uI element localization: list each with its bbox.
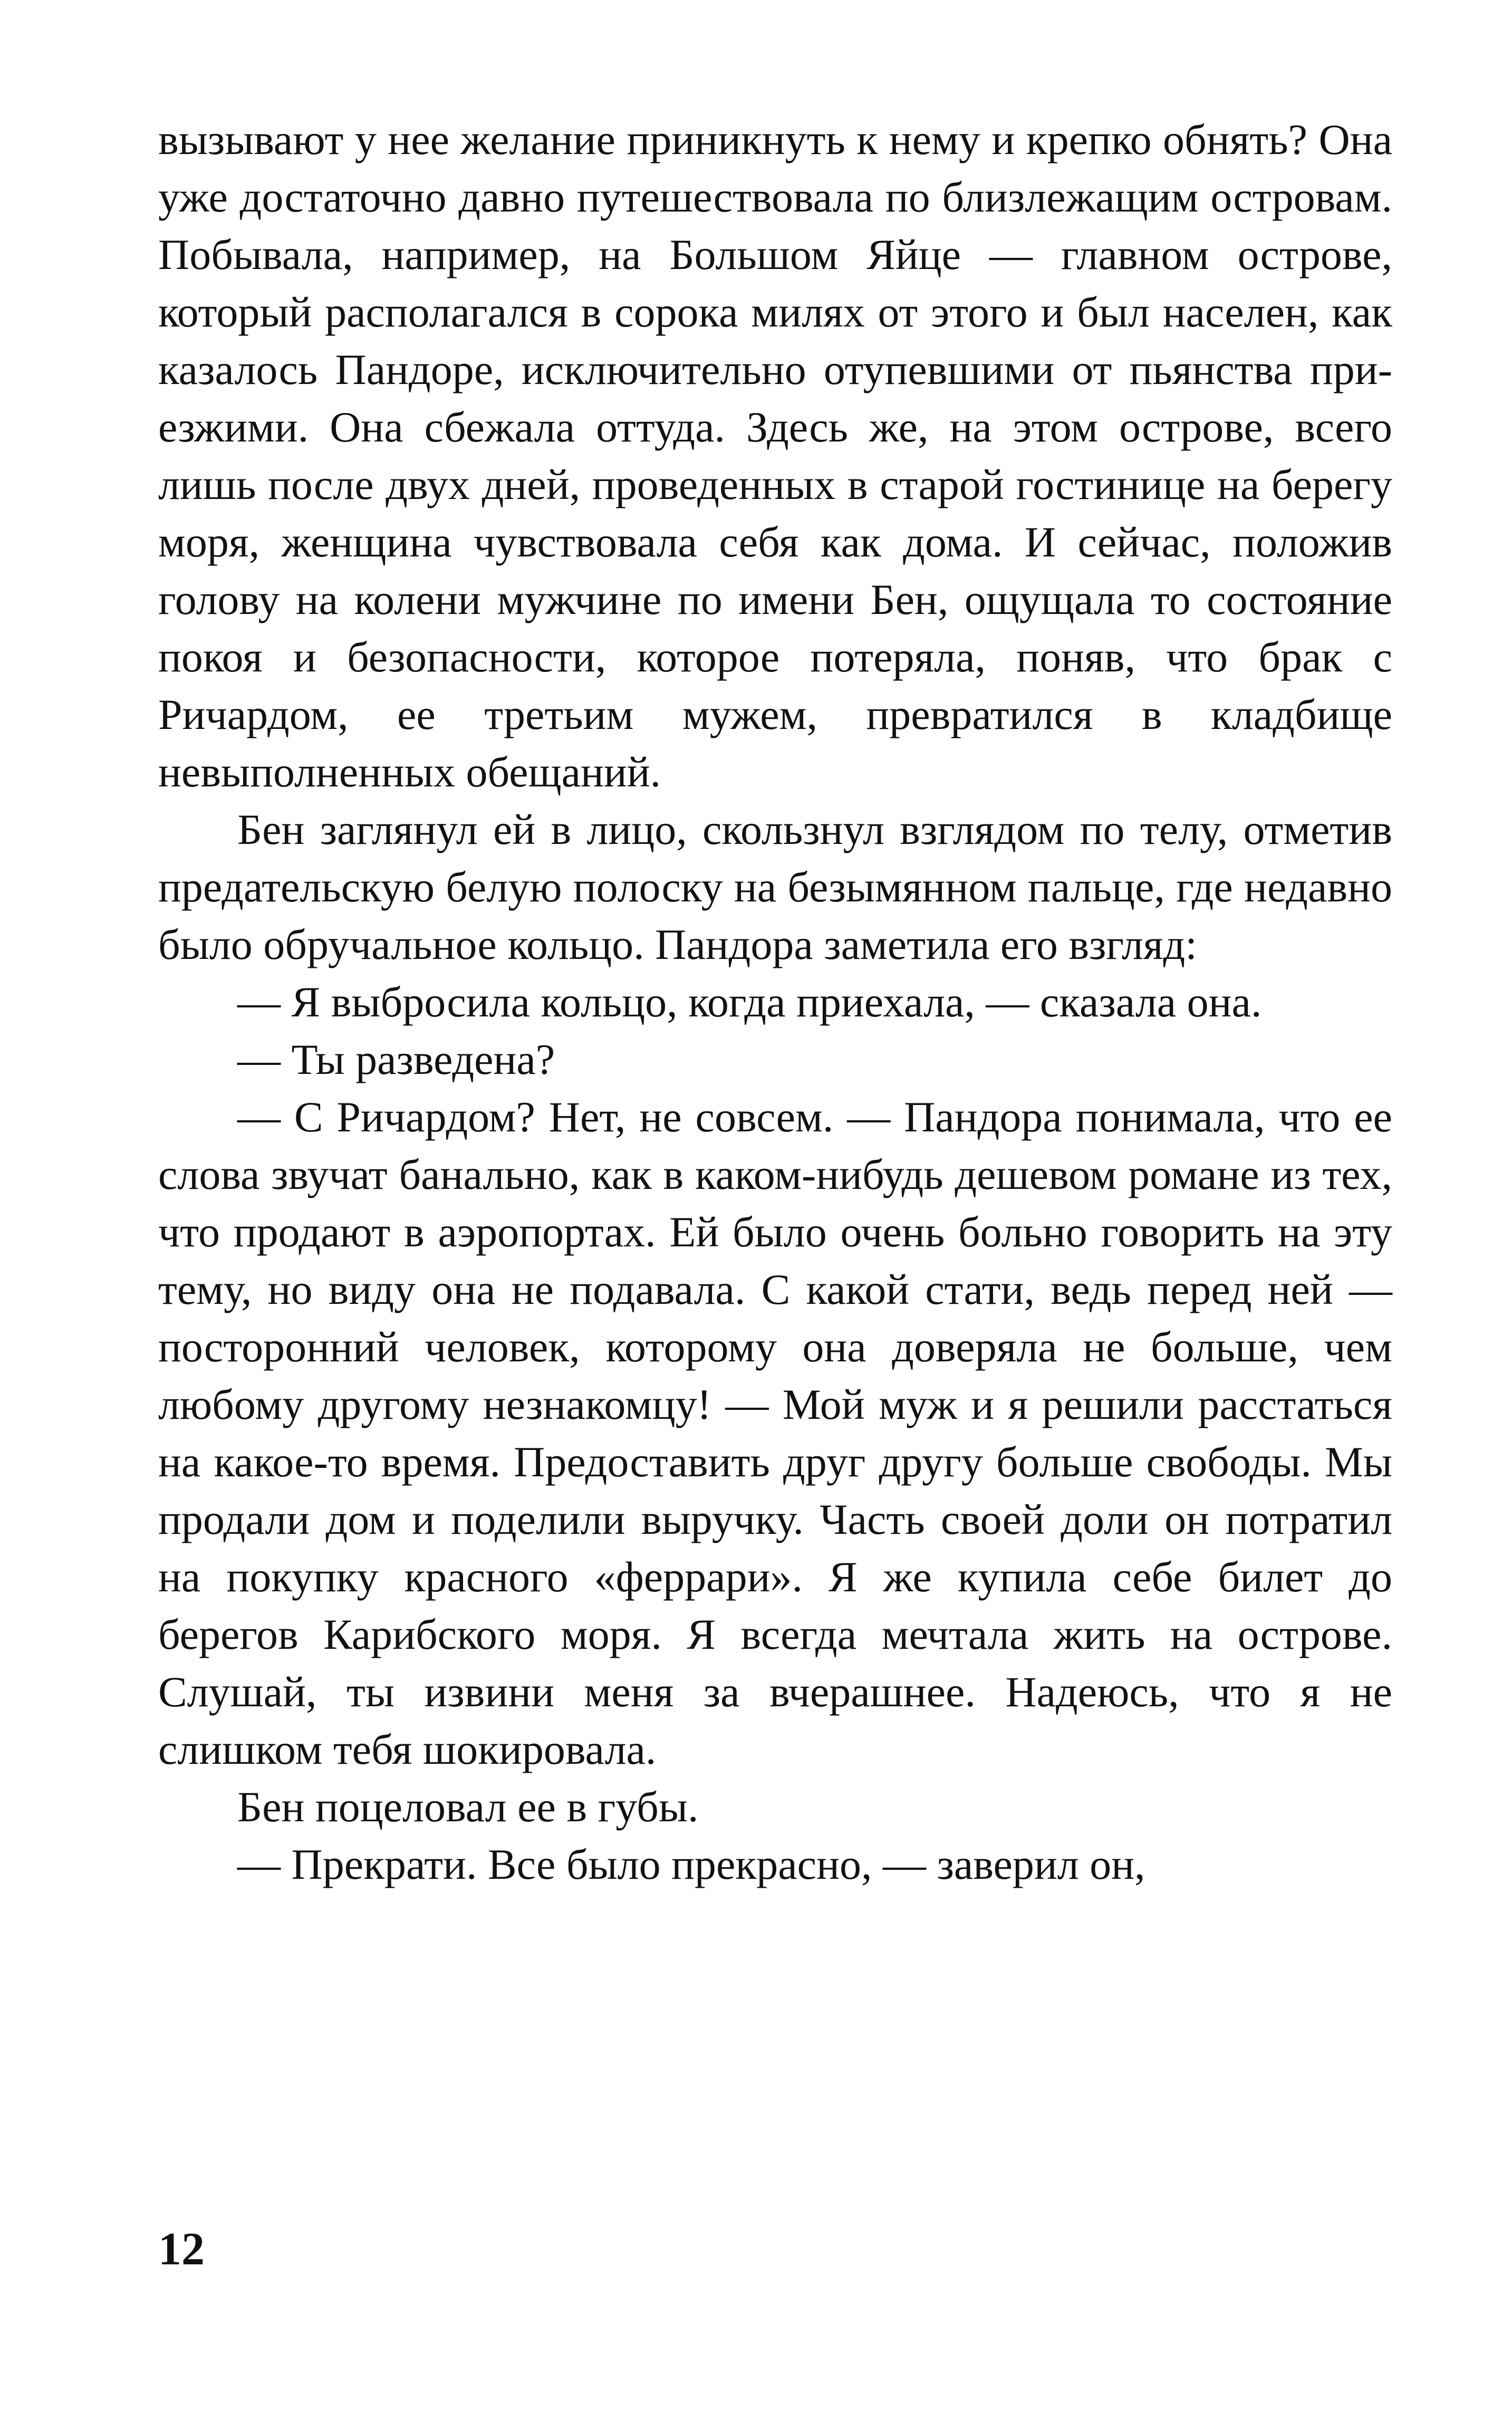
dialogue-line: — Прекрати. Все было прекрасно, — заверил он, <box>237 1840 1145 1888</box>
paragraph: Бен заглянул ей в лицо, скользнул взглядом по телу, отметив предательскую белую полоску на безымянном пальце, где недавно было обручальное кольцо. Пандора заметила его взгляд: <box>158 805 1392 968</box>
dialogue-line: — С Ричардом? Нет, не совсем. — Пандора понимала, что ее слова звучат банально, как в каком-нибудь дешевом романе из тех, что продают в аэропортах. Ей было очень больно говорить на эту тему, но виду она не подавала. С какой стати, ведь перед ней — посторонний человек, которому она доверяла не больше, чем любому другому незнакомцу! — Мой муж и я решили расстаться на какое-то время. Предоставить друг другу больше свободы. Мы продали дом и поделили выручку. Часть своей доли он потратил на покупку красного «феррари». Я же купила себе билет до берегов Карибского моря. Я всегда мечтала жить на острове. Слушай, ты извини меня за вчерашнее. Надеюсь, что я не слишком тебя шокировала. <box>158 1093 1392 1773</box>
dialogue-line: — Я выбросила кольцо, когда приехала, — сказала она. <box>237 978 1262 1026</box>
book-page-text <box>158 111 1392 1893</box>
dialogue-line: — Ты разведена? <box>237 1035 555 1083</box>
paragraph: Бен поцеловал ее в губы. <box>237 1783 699 1831</box>
paragraph-continued: вызывают у нее желание приникнуть к нему и крепко обнять? Она уже достаточно давно путешествовала по близлежащим островам. Побывала, например, на Большом Яйце — главном острове, который располагался в сорока милях от этого и был населен, как казалось Пандоре, исключительно отупевшими от пьянства приезжими. Она сбежала оттуда. Здесь же, на этом острове, всего лишь после двух дней, проведенных в старой гостинице на берегу моря, женщина чувствовала себя как дома. И сейчас, положив голову на колени мужчине по имени Бен, ощущала то состояние покоя и безопасности, которое потеряла, поняв, что брак с Ричардом, ее третьим мужем, превратился в кладбище невыполненных обещаний. <box>158 116 1392 796</box>
page-number: 12 <box>158 2224 205 2275</box>
